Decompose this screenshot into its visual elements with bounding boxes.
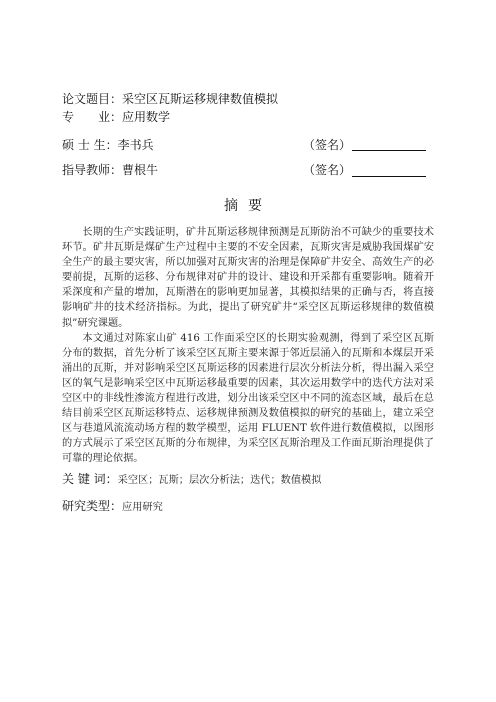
abstract-body (62, 225, 434, 467)
keywords-value: 采空区；瓦斯；层次分析法；迭代；数值模拟 (117, 475, 322, 486)
advisor-name: 曹根牛 (122, 163, 159, 177)
abstract-paragraph: 长期的生产实践证明，矿井瓦斯运移规律预测是瓦斯防治不可缺少的重要技术环节。矿井瓦斯是煤矿生产过程中主要的不安全因素，瓦斯灾害是威胁我国煤矿安全生产的最主要灾害，所以加强对瓦斯灾害的治理是保障矿井安全、高效生产的必要前提，瓦斯的运移、分布规律对矿井的设计、建设和开采都有重要影响。随着开采深度和产量的增加，瓦斯潜在的影响更加显著，其模拟结果的正确与否，将直接影响矿井的技术经济指标。为此，提出了研究矿井“采空区瓦斯运移规律的数值模拟”研究课题。 (62, 227, 434, 329)
advisor-signature-line (352, 176, 426, 177)
thesis-title-label: 论文题目： (62, 92, 123, 106)
advisor-label: 指导教师： (62, 163, 123, 177)
thesis-title: 采空区瓦斯运移规律数值模拟 (122, 92, 279, 106)
research-type-label: 研究类型： (62, 499, 123, 513)
student-signature-line (352, 150, 426, 151)
advisor-signature-label: （签名） (303, 163, 352, 177)
abstract-paragraph: 本文通过对陈家山矿 416 工作面采空区的长期实验观测，得到了采空区瓦斯分布的数据，首先分析了该采空区瓦斯主要来源于邻近层涌入的瓦斯和本煤层开采涌出的瓦斯，并对影响采空区瓦斯运移的因素进行层次分析法分析，得出漏入采空区的氧气是影响采空区中瓦斯运移最重要的因素，其次运用数学中的迭代方法对采空区中的非线性渗流方程进行改进，划分出该采空区中不同的流态区域，最后在总结目前采空区瓦斯运移特点、运移规律预测及数值模拟的研究的基础上，建立采空区与巷道风流流动场方程的数学模型，运用 FLUENT 软件进行数值模拟，以图形的方式展示了采空区瓦斯的分布规律，为采空区瓦斯治理及工作面瓦斯治理提供了可靠的理论依据。 (62, 332, 434, 465)
major-label: 专 业： (62, 110, 123, 124)
research-type-value: 应用研究 (122, 502, 163, 513)
student-label: 硕 士 生： (62, 138, 118, 152)
research-type-line (62, 499, 163, 515)
keywords-label: 关 键 词： (62, 472, 118, 486)
student-name: 李书兵 (117, 138, 154, 152)
student-line (62, 138, 154, 152)
major-value: 应用数学 (122, 110, 171, 124)
student-signature-label: （签名） (303, 138, 352, 152)
abstract-title: 摘要 (224, 198, 272, 214)
major-line (62, 110, 170, 124)
thesis-title-line (62, 92, 278, 106)
advisor-line (62, 163, 158, 177)
keywords-line (62, 472, 321, 488)
